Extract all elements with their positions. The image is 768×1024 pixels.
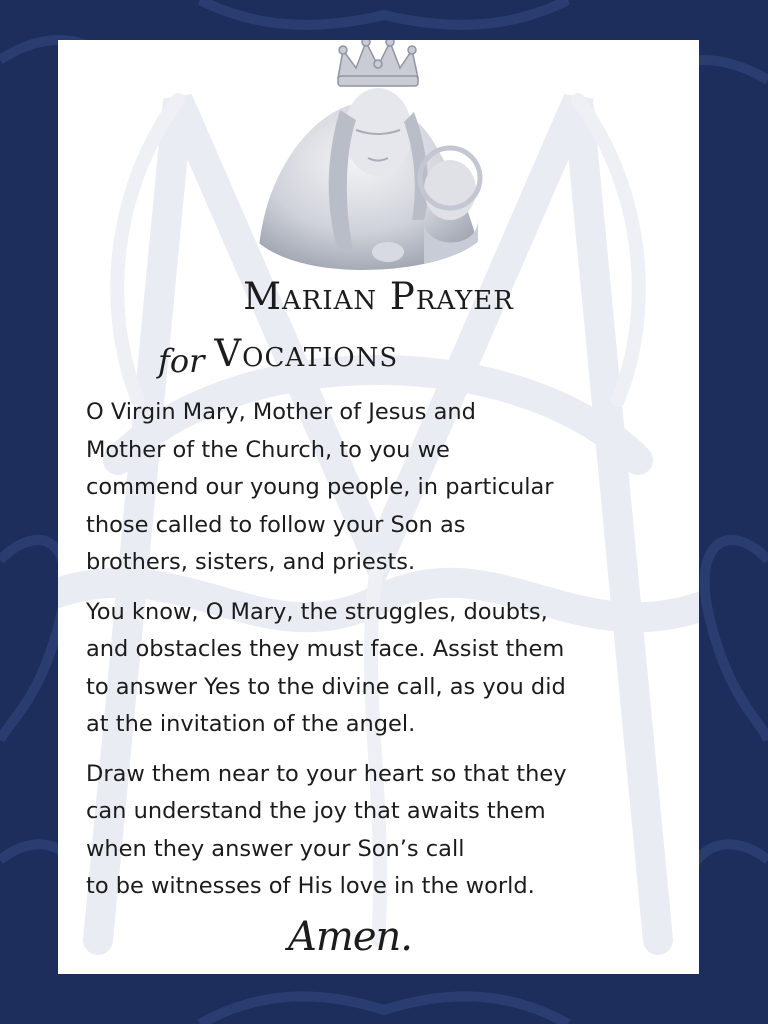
closing-amen: Amen. — [288, 914, 412, 960]
prayer-line: at the invitation of the angel. — [86, 711, 416, 737]
prayer-line: You know, O Mary, the struggles, doubts, — [86, 598, 548, 625]
prayer-line: can understand the joy that awaits them — [86, 798, 546, 824]
paragraph-3 — [86, 756, 686, 906]
title-vocations: Vocations — [214, 332, 399, 375]
title-for-word: for — [158, 342, 205, 380]
prayer-line: brothers, sisters, and priests. — [86, 549, 416, 575]
prayer-body — [86, 394, 686, 918]
prayer-line: those called to follow your Son as — [86, 511, 466, 538]
prayer-line: O Virgin Mary, Mother of Jesus and — [86, 399, 476, 425]
mary-statue-icon — [228, 40, 498, 270]
prayer-line: Draw them near to your heart so that they — [86, 760, 567, 787]
paragraph-1 — [86, 394, 686, 582]
prayer-line: to be witnesses of His love in the world. — [86, 873, 535, 899]
title-marian-prayer: Marian Prayer — [243, 275, 514, 318]
paragraph-2 — [86, 594, 686, 744]
prayer-line: when they answer your Son’s call — [86, 835, 465, 862]
prayer-line: commend our young people, in particular — [86, 474, 554, 500]
title-vocations-line — [158, 332, 658, 380]
prayer-line: Mother of the Church, to you we — [86, 436, 450, 463]
prayer-line: to answer Yes to the divine call, as you did — [86, 673, 566, 700]
prayer-card — [58, 40, 699, 974]
prayer-line: and obstacles they must face. Assist them — [86, 636, 565, 662]
